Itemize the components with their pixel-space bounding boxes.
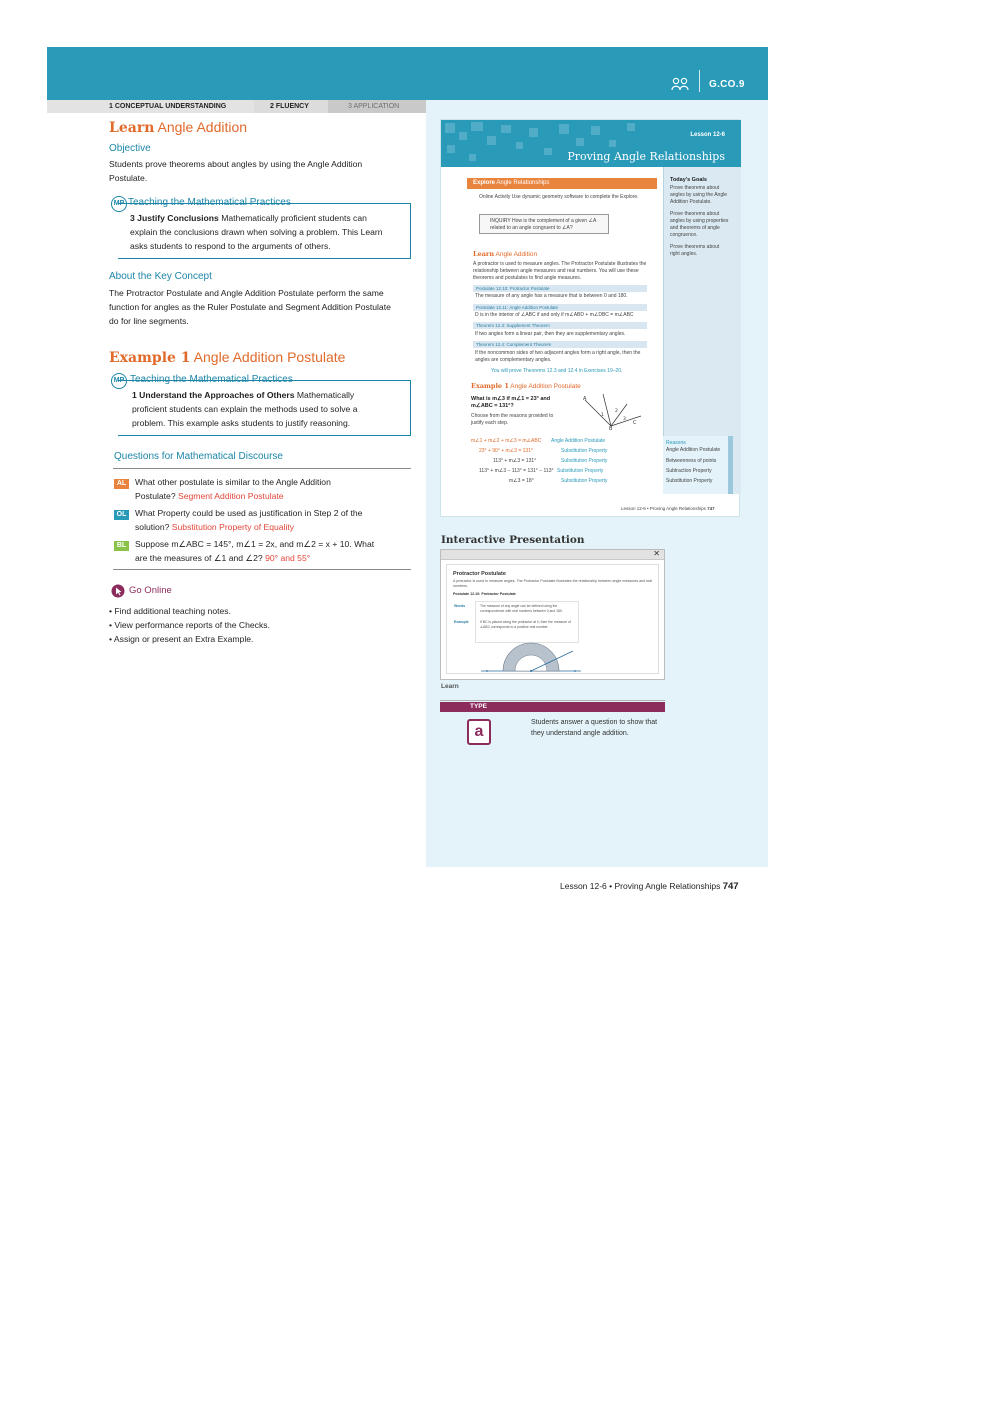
goals-heading: Today's Goals: [670, 177, 707, 183]
page-number: 747: [722, 881, 739, 892]
proof-reason: Substitution Property: [557, 468, 604, 474]
proof-reason: Substitution Property: [561, 448, 608, 454]
key-concept-text: [109, 286, 391, 328]
example-heading: [109, 349, 345, 366]
list-item[interactable]: • Find additional teaching notes.: [109, 606, 231, 616]
theorem-heading: Theorem 12.3: Supplement Theorem: [473, 322, 647, 329]
proof-statement: m∠1 + m∠2 + m∠3 = m∠ABC: [471, 438, 542, 444]
postulate-heading: Postulate 12.10: Protractor Postulate: [473, 285, 647, 292]
thumbnail-title: Proving Angle Relationships: [567, 150, 725, 163]
mp-icon: MP: [111, 373, 127, 389]
level-badge-ol: OL: [114, 510, 129, 520]
example-title: Angle Addition Postulate: [193, 349, 346, 365]
objective-text: [109, 157, 362, 185]
thumbnail-banner: [441, 120, 741, 167]
footer-separator: •: [606, 881, 615, 891]
objective-line-1: Students prove theorems about angles by using the Angle Addition: [109, 159, 363, 169]
tab-conceptual[interactable]: 1 CONCEPTUAL UNDERSTANDING: [47, 100, 254, 113]
tab-fluency[interactable]: 2 FLUENCY: [254, 100, 328, 113]
progression-tabs: [47, 100, 426, 113]
example-instructions: Choose from the reasons provided to justify each step.: [471, 413, 554, 426]
proof-reason: Substitution Property: [561, 458, 608, 464]
mp-heading: Teaching the Mathematical Practices: [128, 197, 291, 208]
mp-line-1: Mathematically proficient students can: [218, 213, 367, 223]
question-text: Postulate?: [135, 491, 178, 501]
list-item[interactable]: • View performance reports of the Checks.: [109, 620, 270, 630]
type-description-line-2: they understand angle addition.: [531, 730, 629, 737]
thumbnail-footer-page: 747: [707, 506, 715, 511]
svg-text:A: A: [583, 396, 587, 402]
mp-line-3: asks students to respond to the arguments of others.: [130, 241, 331, 251]
reasons-box: [663, 436, 733, 494]
learn-prefix: Learn: [109, 120, 155, 136]
question-text: are the measures of ∠1 and ∠2?: [135, 553, 266, 563]
type-description: [531, 717, 667, 739]
mp-bold: 1 Understand the Approaches of Others: [132, 390, 295, 400]
key-concept-line-1: The Protractor Postulate and Angle Addition Postulate perform the same: [109, 288, 384, 298]
divider: [113, 569, 411, 570]
presentation-slide: [446, 564, 659, 674]
thumbnail-lesson: Lesson 12-6: [690, 132, 725, 138]
question-ol: [114, 506, 412, 532]
slide-words-label: Words: [454, 604, 466, 608]
thumbnail-example-heading: [471, 382, 581, 390]
objective-heading: Objective: [109, 143, 151, 154]
question-answer: Segment Addition Postulate: [178, 491, 284, 501]
mp-bold: 3 Justify Conclusions: [130, 213, 219, 223]
reasons-heading: Reasons: [666, 440, 686, 446]
student-page-thumbnail[interactable]: [440, 119, 740, 517]
thumbnail-learn-prefix: Learn: [473, 250, 495, 258]
tab-application[interactable]: 3 APPLICATION: [328, 100, 426, 113]
inquiry-box: [479, 214, 609, 234]
slide-subtitle: Postulate 12.10: Protractor Postulate: [453, 592, 516, 596]
goal-item: Prove theorems about angles by using the Angle Addition Postulate.: [670, 185, 727, 205]
key-concept-heading: About the Key Concept: [109, 271, 212, 282]
group-people-icon: [671, 77, 689, 91]
proof-statement: 113° + m∠3 = 131°: [493, 458, 537, 464]
explore-label: Explore: [473, 180, 496, 186]
prove-note: You will prove Theorems 12.3 and 12.4 in Exercises 19–20.: [491, 368, 623, 374]
theorem-text: If two angles form a linear pair, then they are supplementary angles.: [475, 331, 626, 337]
question-bl: [114, 537, 412, 563]
reason-item[interactable]: Betweenness of points: [666, 458, 717, 464]
key-concept-line-3: do for line segments.: [109, 316, 189, 326]
close-icon[interactable]: ✕: [653, 549, 660, 558]
mp-line-2: proficient students can explain the methods used to solve a: [132, 404, 358, 414]
question-answer: 90° and 55°: [265, 553, 311, 563]
presentation-toolbar: [441, 550, 664, 560]
go-online-heading[interactable]: Go Online: [129, 585, 172, 596]
list-item[interactable]: • Assign or present an Extra Example.: [109, 634, 254, 644]
interactive-presentation-heading: Interactive Presentation: [441, 534, 585, 546]
objective-line-2: Postulate.: [109, 173, 148, 183]
proof-reason: Angle Addition Postulate: [551, 438, 606, 444]
type-description-line-1: Students answer a question to show that: [531, 719, 658, 726]
type-label: TYPE: [470, 703, 487, 710]
slide-example-text: If BC is placed along the protractor at 0, then the measure of ∠ABC corresponds to a positive real number.: [480, 620, 571, 629]
mp-text: [132, 388, 410, 430]
cursor-click-icon: [111, 584, 125, 598]
mp-line-1: Mathematically: [294, 390, 355, 400]
angle-diagram: [581, 390, 646, 430]
reason-item[interactable]: Subtraction Property: [666, 468, 712, 474]
proof-statement: 113° + m∠3 − 113° = 131° − 113°: [479, 468, 554, 474]
inquiry-text: INQUIRY How is the complement of a given ∠A related to an angle congruent to ∠A?: [490, 218, 597, 231]
example-prefix: Example 1: [109, 350, 191, 366]
question-al: [114, 475, 412, 501]
postulate-heading: Postulate 12.11: Angle Addition Postulate: [473, 304, 647, 311]
proof-statement: m∠3 = 18°: [509, 478, 534, 484]
slide-words-text: The measure of any angle can be defined using the correspondence with real numbers between 0 and 180.: [480, 604, 563, 613]
mp-icon: MP: [111, 196, 127, 212]
slide-text: A protractor is used to measure angles. The Protractor Postulate illustrates the relationship between angle measures and real numbers.: [453, 579, 653, 588]
protractor-icon[interactable]: [481, 639, 581, 675]
key-concept-line-2: function for angles as the Ruler Postulate and Segment Addition Postulate: [109, 302, 391, 312]
level-badge-al: AL: [114, 479, 129, 489]
explore-title: Angle Relationships: [495, 180, 550, 186]
postulate-text: The measure of any angle has a measure that is between 0 and 180.: [475, 293, 628, 299]
divider: [440, 700, 665, 701]
thumbnail-example-prefix: Example 1: [471, 382, 509, 390]
mp-text: [130, 211, 410, 253]
goal-item: Prove theorems about right angles.: [670, 244, 720, 257]
thumbnail-footer-text: Lesson 12-6 • Proving Angle Relationships: [621, 506, 706, 511]
thumbnail-footer: [621, 505, 715, 512]
question-text: Suppose m∠ABC = 145°, m∠1 = 2x, and m∠2 = x + 10. What: [135, 539, 375, 549]
svg-text:2: 2: [615, 409, 618, 414]
learn-label: Learn: [441, 683, 459, 690]
thumbnail-learn-heading: [473, 250, 537, 258]
reason-item[interactable]: Substitution Property: [666, 478, 713, 484]
svg-text:1: 1: [601, 413, 604, 418]
slide-content-box: [454, 601, 579, 643]
header-divider: [699, 70, 700, 92]
question-answer: Substitution Property of Equality: [171, 522, 295, 532]
mp-heading: Teaching the Mathematical Practices: [130, 374, 293, 385]
mp-line-2: explain the conclusions drawn when solving a problem. This Learn: [130, 227, 383, 237]
page-footer: [560, 881, 739, 892]
thumbnail-learn-title: Angle Addition: [494, 251, 538, 258]
standard-code: G.CO.9: [709, 79, 745, 90]
question-text: What other postulate is similar to the Angle Addition: [135, 477, 331, 487]
online-activity-text: Online Activity Use dynamic geometry software to complete the Explore.: [479, 194, 639, 200]
divider: [113, 468, 411, 469]
reason-item[interactable]: Angle Addition Postulate: [666, 447, 721, 453]
mp-line-3: problem. This example asks students to justify reasoning.: [132, 418, 351, 428]
slide-example-label: Example: [454, 620, 469, 624]
svg-text:3: 3: [623, 417, 626, 422]
presentation-window[interactable]: [440, 549, 665, 680]
goal-item: Prove theorems about angles by using properties and theorems of angle congruence.: [670, 211, 729, 238]
theorem-text: If the noncommon sides of two adjacent angles form a right angle, then the angles are complementary angles.: [475, 350, 641, 363]
go-online-list: [109, 604, 270, 646]
theorem-heading: Theorem 12.4: Complement Theorem: [473, 341, 647, 348]
svg-text:C: C: [633, 420, 637, 426]
footer-title: Proving Angle Relationships: [614, 881, 721, 891]
postulate-text: D is in the interior of ∠ABC if and only if m∠ABD + m∠DBC = m∠ABC: [475, 312, 634, 318]
learn-heading: [109, 119, 247, 136]
discourse-heading: Questions for Mathematical Discourse: [114, 451, 283, 462]
thumbnail-learn-text: A protractor is used to measure angles. The Protractor Postulate illustrates the relationship between angle measures and real numbers. You will use these theorems and postulates to find angle measures.: [473, 261, 647, 281]
svg-text:B: B: [609, 426, 613, 430]
learn-title: Angle Addition: [157, 119, 248, 135]
thumbnail-example-title: Angle Addition Postulate: [508, 383, 581, 390]
slide-title: Protractor Postulate: [453, 571, 506, 577]
level-badge-bl: BL: [114, 541, 129, 551]
footer-lesson: Lesson 12-6: [560, 881, 607, 891]
explore-bar: [467, 178, 657, 189]
proof-statement: 23° + 90° + m∠3 = 131°: [479, 448, 533, 454]
proof-reason: Substitution Property: [561, 478, 608, 484]
question-text: What Property could be used as justification in Step 2 of the: [135, 508, 363, 518]
example-question: What is m∠3 if m∠1 = 23° and m∠ABC = 131°?: [471, 396, 551, 409]
question-text: solution?: [135, 522, 172, 532]
type-answer-icon[interactable]: a: [467, 719, 491, 745]
header-band: [47, 47, 768, 100]
